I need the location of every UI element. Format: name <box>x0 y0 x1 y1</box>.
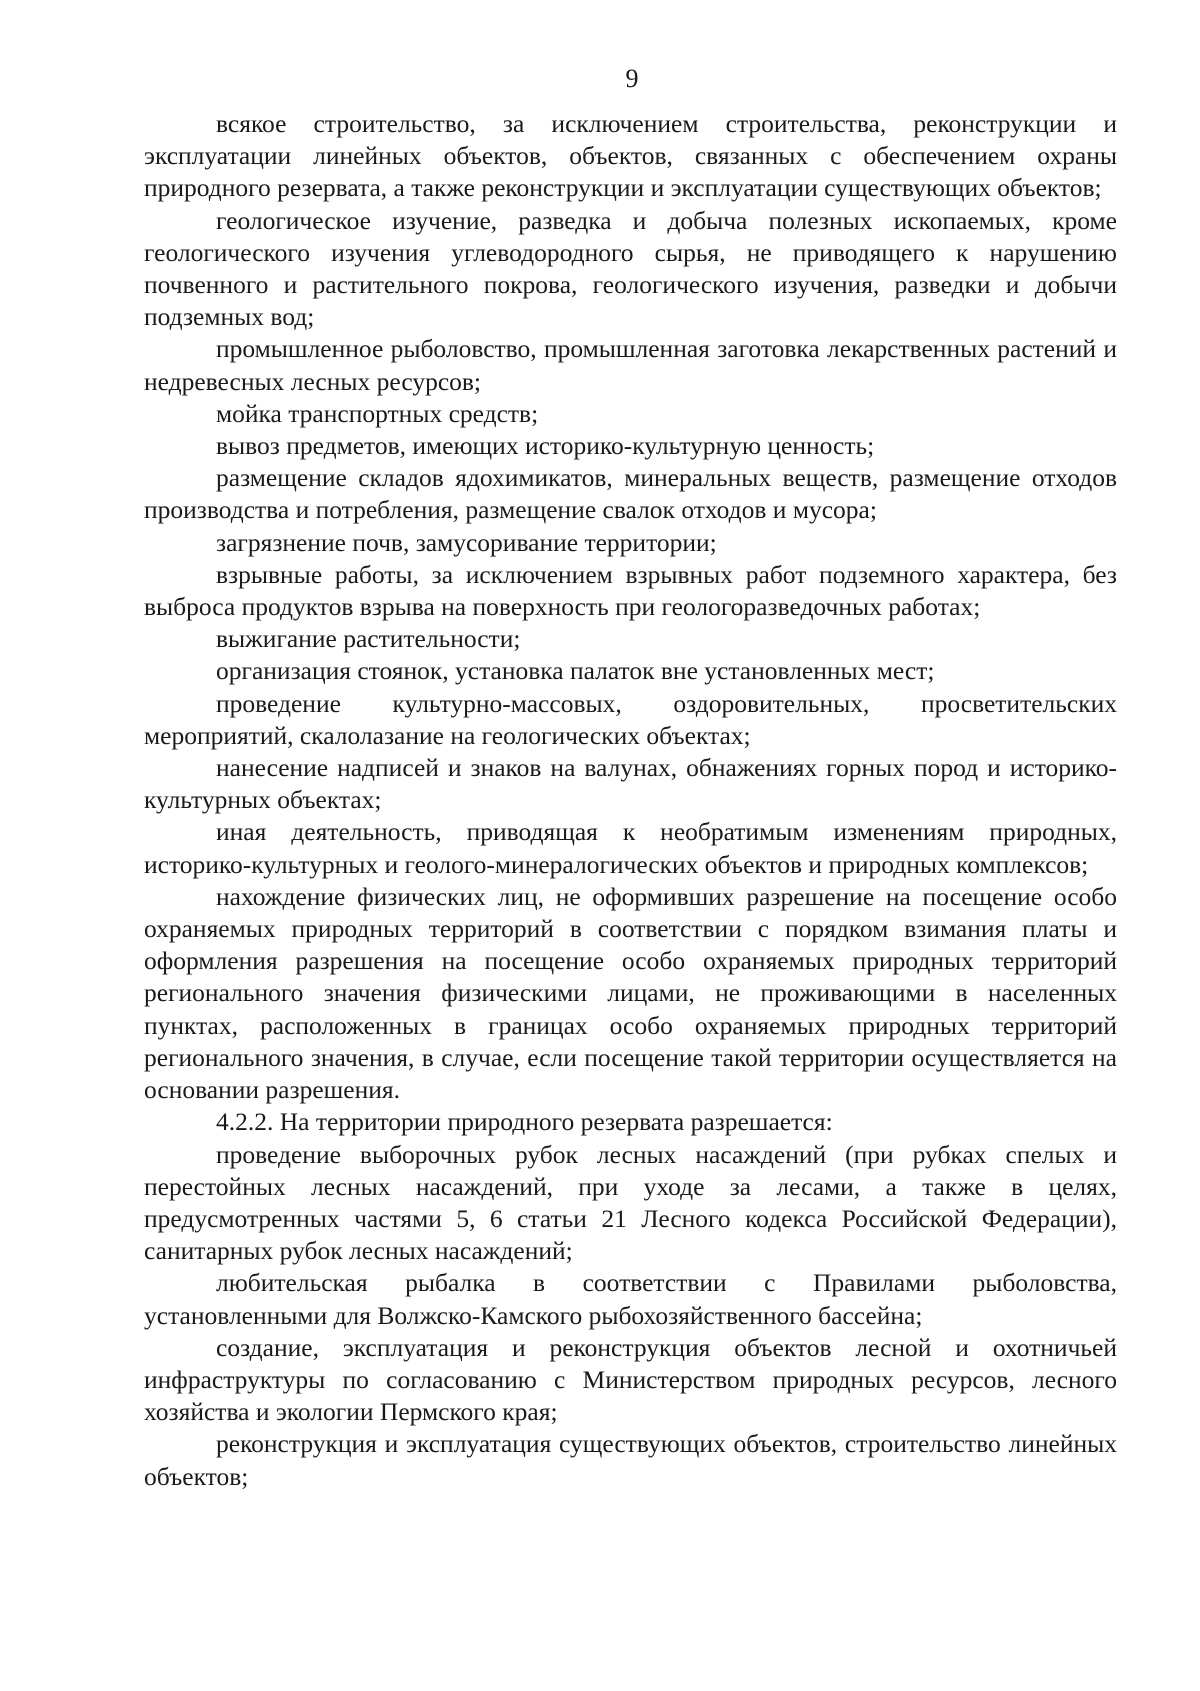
paragraph-18: создание, эксплуатация и реконструкция объектов лесной и охотничьей инфраструктуры по согласованию с Министерством природных ресурсов, лесного хозяйства и экологии Пермского края; <box>144 1332 1117 1427</box>
paragraph-4: мойка транспортных средств; <box>216 398 539 428</box>
paragraph-14: нахождение физических лиц, не оформивших разрешение на посещение особо охраняемых природных территорий в соответствии с порядком взимания платы и оформления разрешения на посещение особо охраняемых природных территорий регионального значения физическими лицами, не проживающими в населенных пунктах, расположенных в границах особо охраняемых природных территорий регионального значения, в случае, если посещение такой территории осуществляется на основании разрешения. <box>144 881 1117 1105</box>
paragraph-3: промышленное рыболовство, промышленная заготовка лекарственных растений и недревесных лесных ресурсов; <box>144 334 1117 396</box>
paragraph-9: выжигание растительности; <box>216 624 521 654</box>
paragraph-13: иная деятельность, приводящая к необратимым изменениям природных, историко-культурных и геолого-минералогических объектов и природных комплексов; <box>144 817 1117 879</box>
paragraph-6: размещение складов ядохимикатов, минеральных веществ, размещение отходов производства и потребления, размещение свалок отходов и мусора; <box>144 463 1117 525</box>
paragraph-5: вывоз предметов, имеющих историко-культурную ценность; <box>216 431 875 461</box>
paragraph-11: проведение культурно-массовых, оздоровительных, просветительских мероприятий, скалолазание на геологических объектах; <box>144 688 1117 750</box>
paragraph-16: проведение выборочных рубок лесных насаждений (при рубках спелых и перестойных лесных насаждений, при уходе за лесами, а также в целях, предусмотренных частями 5, 6 статьи 21 Лесного кодекса Российской Федерации), санитарных рубок лесных насаждений; <box>144 1139 1117 1266</box>
paragraph-10: организация стоянок, установка палаток вне установленных мест; <box>216 656 935 686</box>
paragraph-2: геологическое изучение, разведка и добыча полезных ископаемых, кроме геологического изучения углеводородного сырья, не приводящего к нарушению почвенного и растительного покрова, геологического изучения, разведки и добычи подземных вод; <box>144 205 1117 332</box>
paragraph-1: всякое строительство, за исключением строительства, реконструкции и эксплуатации линейных объектов, объектов, связанных с обеспечением охраны природного резервата, а также реконструкции и эксплуатации существующих объектов; <box>144 109 1117 203</box>
paragraph-7: загрязнение почв, замусоривание территории; <box>216 527 717 557</box>
section-heading-4-2-2: 4.2.2. На территории природного резервата разрешается: <box>216 1107 833 1137</box>
paragraph-12: нанесение надписей и знаков на валунах, обнажениях горных пород и историко-культурных объектах; <box>144 753 1117 815</box>
paragraph-8: взрывные работы, за исключением взрывных работ подземного характера, без выброса продуктов взрыва на поверхность при геологоразведочных работах; <box>144 559 1117 622</box>
document-body <box>144 108 1117 1493</box>
paragraph-17: любительская рыбалка в соответствии с Правилами рыболовства, установленными для Волжско-Камского рыбохозяйственного бассейна; <box>144 1268 1117 1330</box>
page-number: 9 <box>625 64 639 93</box>
paragraph-19: реконструкция и эксплуатация существующих объектов, строительство линейных объектов; <box>144 1429 1117 1491</box>
